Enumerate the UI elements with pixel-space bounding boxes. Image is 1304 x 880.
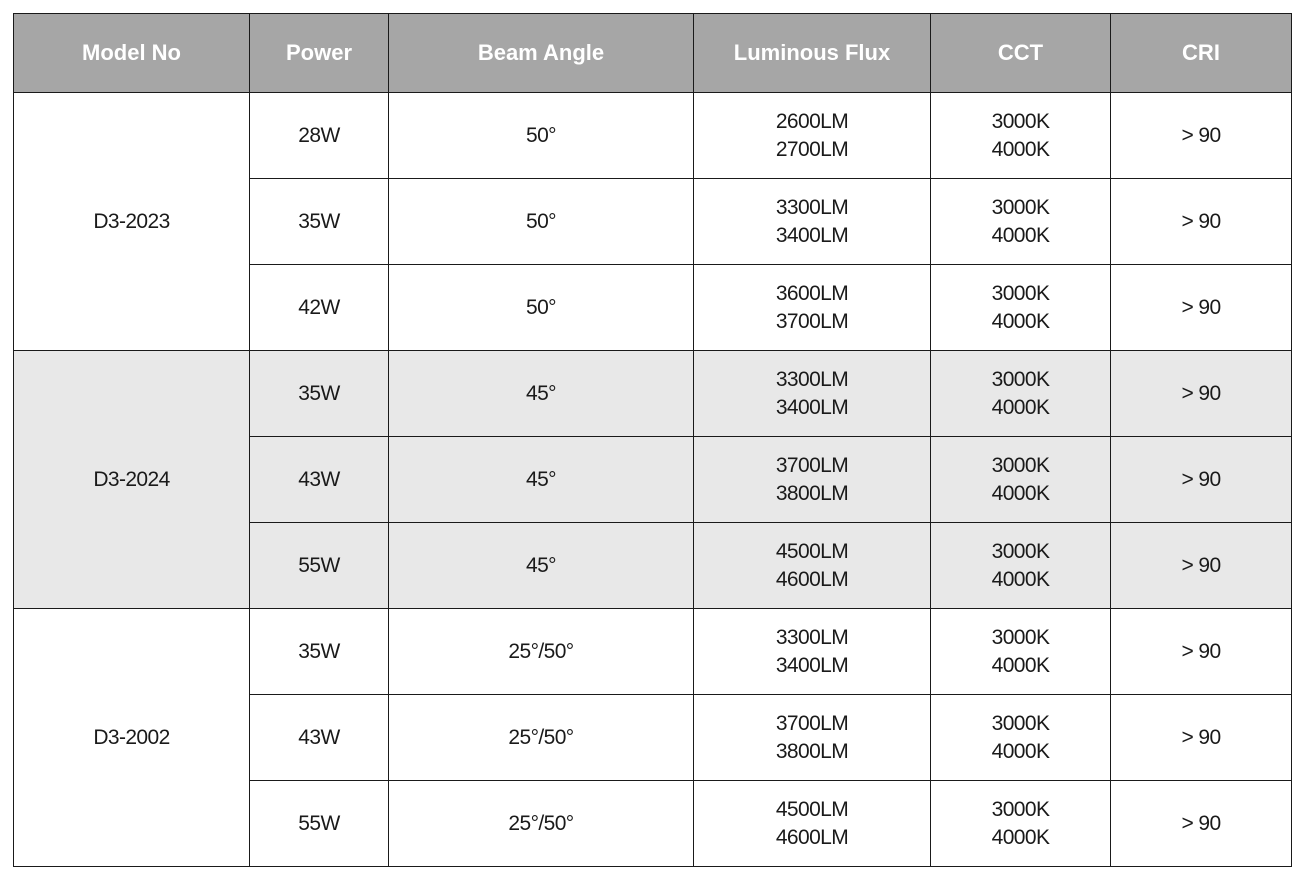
cct-value: 4000K — [991, 223, 1050, 247]
flux-value: 3300LM — [775, 625, 849, 649]
power-cell: 43W — [250, 437, 389, 523]
cct-cell — [931, 93, 1111, 179]
cct-value: 3000K — [991, 281, 1050, 305]
cri-cell: > 90 — [1111, 695, 1292, 781]
table-row — [14, 609, 1292, 695]
power-cell: 35W — [250, 609, 389, 695]
beam-angle-cell: 25°/50° — [389, 781, 694, 867]
beam-angle-cell: 50° — [389, 93, 694, 179]
flux-value: 4600LM — [775, 567, 849, 591]
power-cell: 55W — [250, 781, 389, 867]
cct-value: 3000K — [991, 539, 1050, 563]
cri-cell: > 90 — [1111, 179, 1292, 265]
table-row — [14, 93, 1292, 179]
beam-angle-cell: 50° — [389, 265, 694, 351]
cct-value: 3000K — [991, 195, 1050, 219]
beam-angle-cell: 50° — [389, 179, 694, 265]
cct-value: 3000K — [991, 367, 1050, 391]
cct-value: 4000K — [991, 653, 1050, 677]
luminous-flux-cell — [694, 437, 931, 523]
header-model-no: Model No — [14, 14, 250, 93]
luminous-flux-cell — [694, 265, 931, 351]
model-cell: D3-2002 — [14, 609, 250, 867]
beam-angle-cell: 45° — [389, 523, 694, 609]
power-cell: 35W — [250, 351, 389, 437]
cct-cell — [931, 695, 1111, 781]
cri-cell: > 90 — [1111, 781, 1292, 867]
power-cell: 35W — [250, 179, 389, 265]
flux-value: 3700LM — [775, 309, 849, 333]
model-cell: D3-2024 — [14, 351, 250, 609]
luminous-flux-cell — [694, 609, 931, 695]
beam-angle-cell: 25°/50° — [389, 609, 694, 695]
cct-value: 4000K — [991, 309, 1050, 333]
cct-value: 4000K — [991, 395, 1050, 419]
power-cell: 42W — [250, 265, 389, 351]
header-cri: CRI — [1111, 14, 1292, 93]
cct-cell — [931, 265, 1111, 351]
flux-value: 4500LM — [775, 539, 849, 563]
flux-value: 2700LM — [775, 137, 849, 161]
cct-cell — [931, 781, 1111, 867]
flux-value: 3400LM — [775, 395, 849, 419]
beam-angle-cell: 45° — [389, 437, 694, 523]
cri-cell: > 90 — [1111, 523, 1292, 609]
luminous-flux-cell — [694, 523, 931, 609]
luminous-flux-cell — [694, 781, 931, 867]
header-power: Power — [250, 14, 389, 93]
power-cell: 43W — [250, 695, 389, 781]
header-luminous-flux: Luminous Flux — [694, 14, 931, 93]
cct-cell — [931, 523, 1111, 609]
flux-value: 3700LM — [775, 453, 849, 477]
flux-value: 3400LM — [775, 653, 849, 677]
cri-cell: > 90 — [1111, 93, 1292, 179]
cct-cell — [931, 351, 1111, 437]
cri-cell: > 90 — [1111, 437, 1292, 523]
luminous-flux-cell — [694, 351, 931, 437]
flux-value: 4500LM — [775, 797, 849, 821]
cct-cell — [931, 609, 1111, 695]
beam-angle-cell: 45° — [389, 351, 694, 437]
flux-value: 3600LM — [775, 281, 849, 305]
cct-value: 4000K — [991, 739, 1050, 763]
luminous-flux-cell — [694, 179, 931, 265]
spec-table — [13, 13, 1292, 867]
power-cell: 55W — [250, 523, 389, 609]
cct-value: 3000K — [991, 797, 1050, 821]
flux-value: 3300LM — [775, 195, 849, 219]
model-cell: D3-2023 — [14, 93, 250, 351]
cct-value: 4000K — [991, 567, 1050, 591]
table-row — [14, 351, 1292, 437]
flux-value: 3300LM — [775, 367, 849, 391]
power-cell: 28W — [250, 93, 389, 179]
cct-value: 4000K — [991, 825, 1050, 849]
header-cct: CCT — [931, 14, 1111, 93]
cct-value: 3000K — [991, 109, 1050, 133]
cct-cell — [931, 437, 1111, 523]
flux-value: 3700LM — [775, 711, 849, 735]
flux-value: 2600LM — [775, 109, 849, 133]
flux-value: 3800LM — [775, 739, 849, 763]
cct-cell — [931, 179, 1111, 265]
flux-value: 4600LM — [775, 825, 849, 849]
header-row — [14, 14, 1292, 93]
cct-value: 3000K — [991, 453, 1050, 477]
cct-value: 3000K — [991, 711, 1050, 735]
beam-angle-cell: 25°/50° — [389, 695, 694, 781]
header-beam-angle: Beam Angle — [389, 14, 694, 93]
cri-cell: > 90 — [1111, 609, 1292, 695]
flux-value: 3800LM — [775, 481, 849, 505]
luminous-flux-cell — [694, 93, 931, 179]
cct-value: 4000K — [991, 137, 1050, 161]
flux-value: 3400LM — [775, 223, 849, 247]
cct-value: 3000K — [991, 625, 1050, 649]
luminous-flux-cell — [694, 695, 931, 781]
cri-cell: > 90 — [1111, 351, 1292, 437]
cct-value: 4000K — [991, 481, 1050, 505]
cri-cell: > 90 — [1111, 265, 1292, 351]
